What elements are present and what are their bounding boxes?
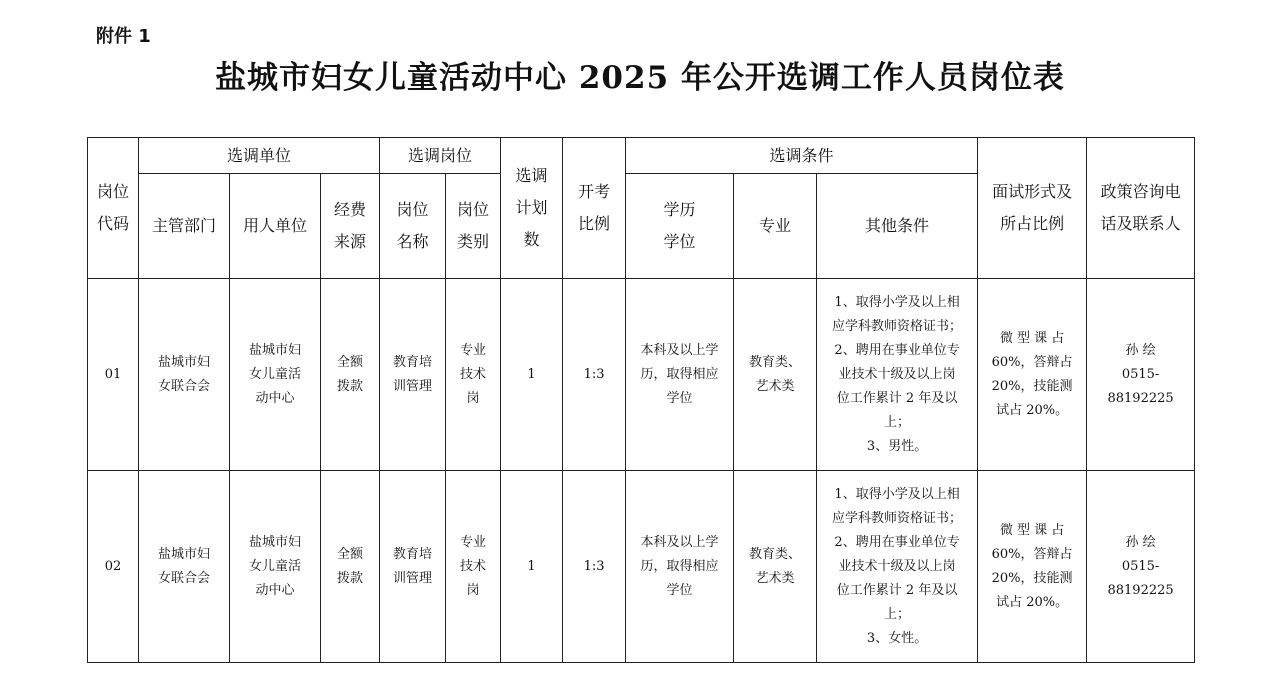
header-row-group — [88, 138, 1195, 174]
header-unit-group: 选调单位 — [139, 138, 380, 174]
cell-post-code: 02 — [88, 471, 139, 663]
cell-exam-ratio: 1:3 — [563, 471, 626, 663]
cell-post-type: 专业 技术 岗 — [446, 279, 501, 471]
cell-plan-count: 1 — [501, 279, 563, 471]
cell-other-conditions: 1、取得小学及以上相 应学科教师资格证书； 2、聘用在事业单位专 业技术十级及以上岗 位工作累计 2 年及以 上； 3、女性。 — [817, 471, 978, 663]
cell-major: 教育类、 艺术类 — [734, 279, 817, 471]
header-interview: 面试形式及 所占比例 — [978, 138, 1087, 279]
cell-post-type: 专业 技术 岗 — [446, 471, 501, 663]
attachment-label: 附件 1 — [96, 26, 151, 47]
header-post-name: 岗位 名称 — [380, 174, 446, 279]
header-exam-ratio: 开考 比例 — [563, 138, 626, 279]
header-supervisor: 主管部门 — [139, 174, 230, 279]
cell-contact: 孙 绘 0515-88192225 — [1087, 279, 1195, 471]
table-row — [88, 279, 1195, 471]
cell-exam-ratio: 1:3 — [563, 279, 626, 471]
cell-supervisor: 盐城市妇 女联合会 — [139, 471, 230, 663]
cell-education: 本科及以上学 历，取得相应 学位 — [626, 471, 734, 663]
cell-major: 教育类、 艺术类 — [734, 471, 817, 663]
cell-post-name: 教育培 训管理 — [380, 471, 446, 663]
cell-interview: 微 型 课 占 60%，答辩占 20%，技能测 试占 20%。 — [978, 279, 1087, 471]
cell-funding: 全额 拨款 — [321, 279, 380, 471]
header-plan-count: 选调 计划 数 — [501, 138, 563, 279]
cell-other-conditions: 1、取得小学及以上相 应学科教师资格证书； 2、聘用在事业单位专 业技术十级及以上岗 位工作累计 2 年及以 上； 3、男性。 — [817, 279, 978, 471]
cell-plan-count: 1 — [501, 471, 563, 663]
header-employer: 用人单位 — [230, 174, 321, 279]
header-post-group: 选调岗位 — [380, 138, 501, 174]
header-major: 专业 — [734, 174, 817, 279]
document-title: 盐城市妇女儿童活动中心 2025 年公开选调工作人员岗位表 — [215, 60, 1065, 96]
cell-education: 本科及以上学 历，取得相应 学位 — [626, 279, 734, 471]
cell-post-code: 01 — [88, 279, 139, 471]
cell-funding: 全额 拨款 — [321, 471, 380, 663]
cell-post-name: 教育培 训管理 — [380, 279, 446, 471]
cell-employer: 盐城市妇 女儿童活 动中心 — [230, 471, 321, 663]
header-post-code: 岗位 代码 — [88, 138, 139, 279]
header-post-type: 岗位 类别 — [446, 174, 501, 279]
header-conditions-group: 选调条件 — [626, 138, 978, 174]
header-other-conditions: 其他条件 — [817, 174, 978, 279]
header-funding: 经费 来源 — [321, 174, 380, 279]
positions-table — [87, 137, 1195, 663]
cell-supervisor: 盐城市妇 女联合会 — [139, 279, 230, 471]
header-contact: 政策咨询电 话及联系人 — [1087, 138, 1195, 279]
header-education: 学历 学位 — [626, 174, 734, 279]
cell-employer: 盐城市妇 女儿童活 动中心 — [230, 279, 321, 471]
cell-interview: 微 型 课 占 60%，答辩占 20%，技能测 试占 20%。 — [978, 471, 1087, 663]
table-row — [88, 471, 1195, 663]
cell-contact: 孙 绘 0515-88192225 — [1087, 471, 1195, 663]
